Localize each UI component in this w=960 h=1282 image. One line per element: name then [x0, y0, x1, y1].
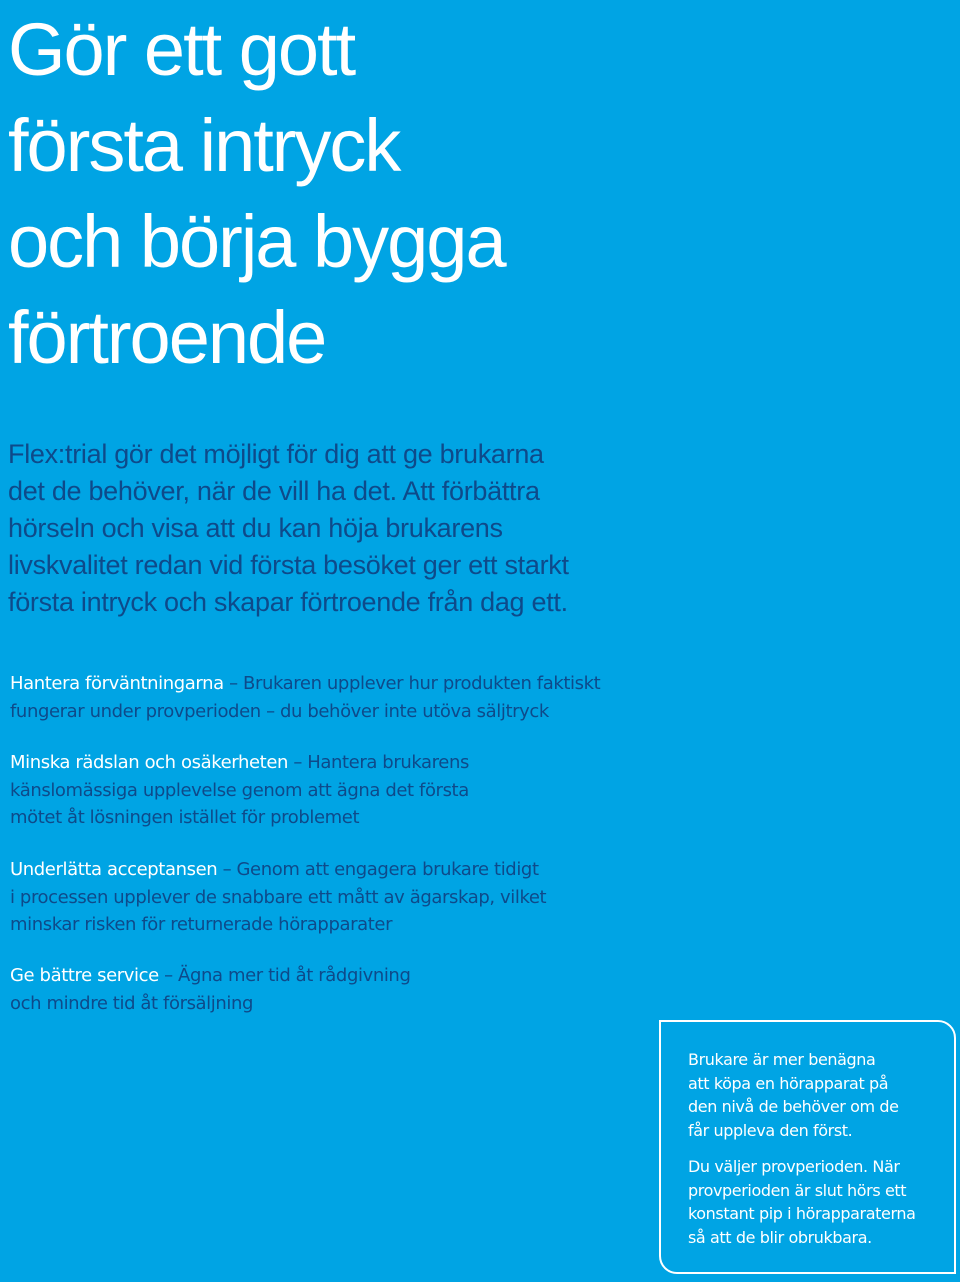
lead-paragraph	[8, 436, 648, 621]
benefit-item	[10, 670, 600, 725]
benefit-text: känslomässiga upplevelse genom att ägna det första	[10, 779, 469, 801]
benefit-text: – Brukaren upplever hur produkten faktiskt	[223, 673, 601, 694]
lead-line: hörseln och visa att du kan höja brukarens	[8, 513, 503, 543]
benefit-text: minskar risken för returnerade hörapparater	[10, 914, 393, 935]
benefit-item	[10, 962, 410, 1017]
info-box-paragraph	[688, 1048, 948, 1143]
info-box-line: konstant pip i hörapparaterna	[688, 1204, 916, 1224]
benefit-text: i processen upplever de snabbare ett mått av ägarskap, vilket	[10, 886, 547, 908]
page-title	[8, 2, 908, 386]
benefit-heading: Hantera förväntningarna	[10, 673, 224, 694]
benefit-heading: Ge bättre service	[10, 965, 159, 986]
benefit-text: fungerar under provperioden – du behöver inte utöva säljtryck	[10, 700, 549, 722]
info-box-line: Du väljer provperioden. När	[688, 1156, 900, 1176]
page-title-line: första intryck	[8, 104, 400, 187]
benefit-item	[10, 749, 469, 832]
benefit-text: – Ägna mer tid åt rådgivning	[158, 965, 411, 986]
info-box-line: att köpa en hörapparat på	[688, 1073, 889, 1093]
info-box-line: den nivå de behöver om de	[688, 1097, 899, 1117]
lead-line: livskvalitet redan vid första besöket ger ett starkt	[8, 550, 569, 580]
benefit-text: och mindre tid åt försäljning	[10, 992, 254, 1014]
lead-line: Flex:trial gör det möjligt för dig att ge brukarna	[8, 439, 544, 469]
lead-line: första intryck och skapar förtroende från dag ett.	[8, 587, 568, 617]
lead-line: det de behöver, när de vill ha det. Att förbättra	[8, 476, 540, 506]
benefit-text: – Genom att engagera brukare tidigt	[217, 859, 539, 880]
info-box-line: Brukare är mer benägna	[688, 1050, 876, 1069]
info-box-line: får uppleva den först.	[688, 1121, 853, 1141]
benefit-item	[10, 856, 546, 939]
page-title-line: och börja bygga	[8, 200, 505, 283]
page-title-line: förtroende	[8, 296, 326, 379]
info-box-text	[688, 1048, 948, 1250]
info-box-line: provperioden är slut hörs ett	[688, 1180, 907, 1200]
benefit-text: – Hantera brukarens	[288, 752, 469, 773]
benefit-text: mötet åt lösningen istället för problemet	[10, 807, 360, 828]
benefit-heading: Underlätta acceptansen	[10, 859, 218, 880]
info-box-paragraph	[688, 1155, 948, 1250]
benefit-heading: Minska rädslan och osäkerheten	[10, 752, 288, 773]
info-box-line: så att de blir obrukbara.	[688, 1227, 872, 1247]
page-title-line: Gör ett gott	[8, 8, 355, 91]
info-box	[659, 1020, 956, 1274]
